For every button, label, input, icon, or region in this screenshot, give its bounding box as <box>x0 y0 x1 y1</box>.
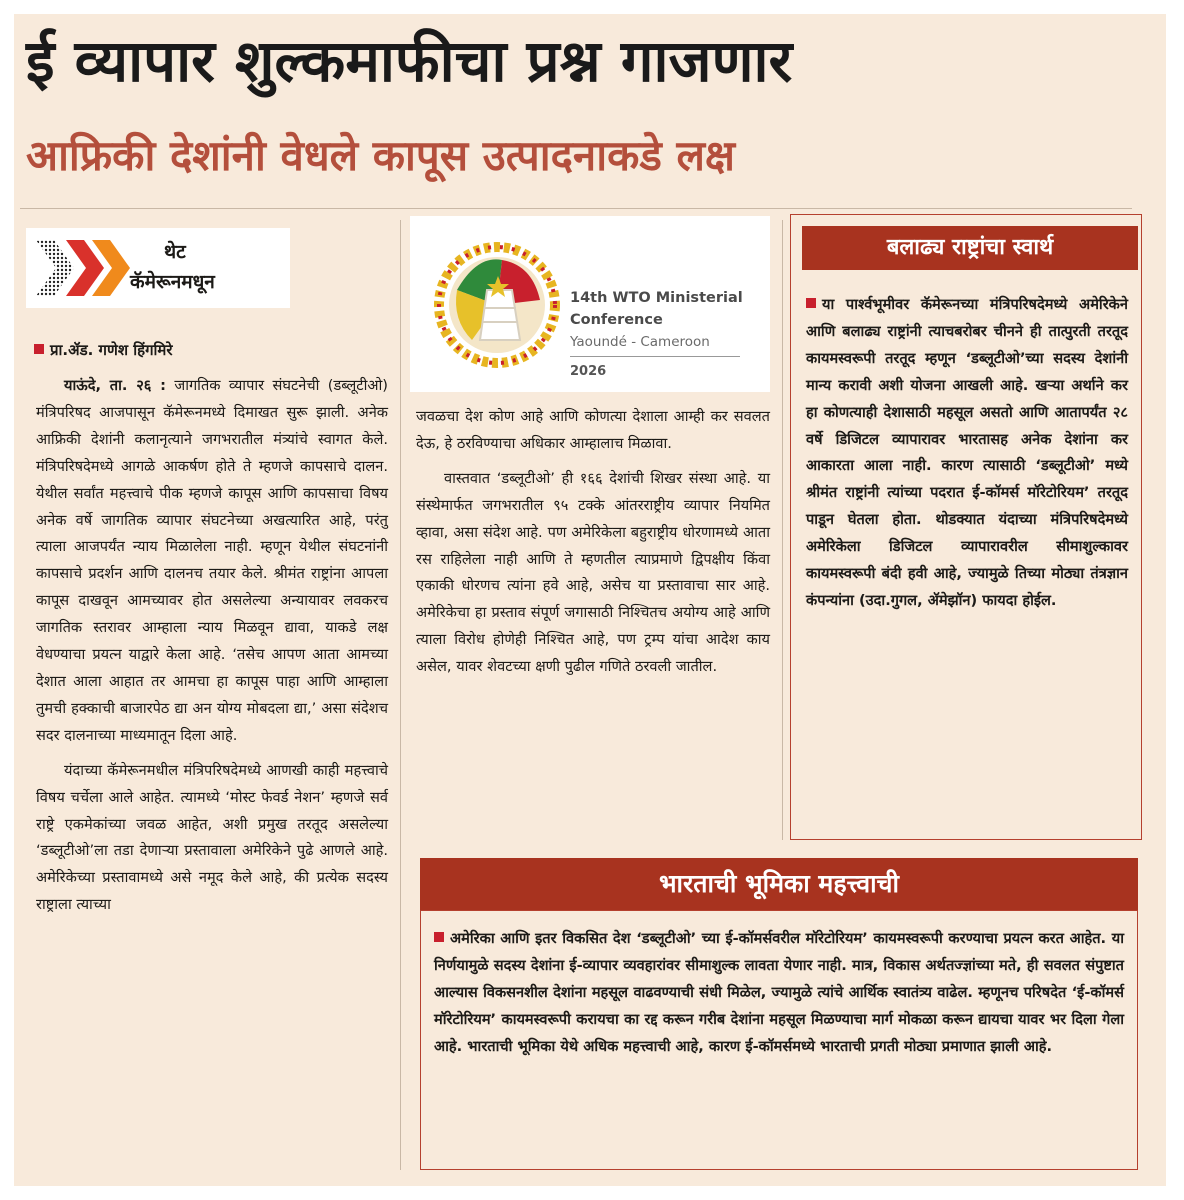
column-divider <box>782 220 783 840</box>
wto-conference-logo <box>410 216 770 392</box>
article-paragraph-3: वास्तवात ‘डब्लूटीओ’ ही १६६ देशांची शिखर संस्था आहे. या संस्थेमार्फत जगभरातील ९५ टक्के आंतरराष्ट्रीय व्यापार नियमित व्हावा, असा संदेश आहे. पण अमेरिकेला बहुराष्ट्रीय धोरणामध्ये आता रस राहिलेला नाही आणि ते म्हणतील त्याप्रमाणे द्विपक्षीय किंवा एकाकी धोरणच त्यांना हवे आहे, असेच या प्रस्तावाचा सार आहे. अमेरिकेचा हा प्रस्ताव संपूर्ण जगासाठी निश्चितच अयोग्य आहे आणि त्याला विरोध होणेही निश्चित आहे, पण ट्रम्प यांचा आदेश काय असेल, यावर शेवटच्या क्षणी पुढील गणिते ठरवली जातील. <box>416 469 770 676</box>
column-tag <box>26 228 290 308</box>
sidebar-2-title: भारताची भूमिका महत्त्वाची <box>420 858 1138 910</box>
sidebar-1-text: या पार्श्वभूमीवर कॅमेरूनच्या मंत्रिपरिषदेमध्ये अमेरिकेने आणि बलाढ्य राष्ट्रांनी त्याचबरोबर चीनने ही तात्पुरती तरतूद कायमस्वरूपी तरतूद म्हणून ‘डब्लूटीओ’च्या सदस्य देशांनी मान्य करावी अशी योजना आखली आहे. खऱ्या अर्थाने कर हा कोणत्याही देशासाठी महसूल असतो आणि आतापर्यंत २८ वर्षे डिजिटल व्यापारावर भारतासह अनेक देशांना कर आकारता आला नाही. कारण त्यासाठी ‘डब्लूटीओ’ मध्ये श्रीमंत राष्ट्रांनी त्यांच्या पदरात ई-कॉमर्स मॉरेटोरियम’ तरतूद पाडून घेतला होता. थोडक्यात यंदाच्या मंत्रिपरिषदेमध्ये अमेरिकेला डिजिटल व्यापारावरील सीमाशुल्कावर कायमस्वरूपी बंदी हवी आहे, ज्यामुळे तिच्या मोठ्या तंत्रज्ञान कंपन्यांना (उदा.गुगल, ॲमेझॉन) फायदा होईल. <box>806 296 1128 609</box>
sidebar-2-body <box>434 926 1124 1061</box>
logo-line-3: Yaoundé - Cameroon <box>570 334 710 350</box>
article-paragraph-1-text: जागतिक व्यापार संघटनेची (डब्लूटीओ) मंत्रिपरिषद आजपासून कॅमेरूनमध्ये दिमाखत सुरू झाली. अनेक आफ्रिकी देशांनी कलानृत्याने जगभरातील मंत्र्यांचे स्वागत केले. मंत्रिपरिषदेमध्ये आगळे आकर्षण होते ते म्हणजे कापसाचे दालन. येथील सर्वांत महत्त्वाचे पीक म्हणजे कापूस आणि कापसाचा विषय अनेक वर्षे जागतिक व्यापार संघटनेच्या अखत्यारित आहे, परंतु त्याला आजपर्यंत न्याय मिळालेला नाही. म्हणून येथील संघटनांनी कापसाचे प्रदर्शन आणि दालनच तयार केले. श्रीमंत राष्ट्रांना आपला कापूस दाखवून आमच्यावर होत असलेल्या अन्यायावर लवकरच जागतिक स्तरावर आम्हाला न्याय मिळवून द्यावा, याकडे लक्ष वेधण्याचा प्रयत्न याद्वारे केला आहे. ‘तसेच आपण आता आमच्या देशात आला आहात तर आमचा हा कापूस पाहा आणि आम्हाला तुमची हक्काची बाजारपेठ द्या अन योग्य मोबदला द्या,’ असा संदेशच सदर दालनाच्या माध्यमातून दिला आहे. <box>36 377 388 744</box>
chevron-orange-icon <box>92 240 130 296</box>
article-paragraph-2: यंदाच्या कॅमेरूनमधील मंत्रिपरिषदेमध्ये आणखी काही महत्त्वाचे विषय चर्चेला आले आहेत. त्यामध्ये ‘मोस्ट फेवर्ड नेशन’ म्हणजे सर्व राष्ट्रे एकमेकांच्या जवळ आहेत, अशी प्रमुख तरतूद असलेल्या ‘डब्लूटीओ’ला तडा देणाऱ्या प्रस्तावाला अमेरिकेने पुढे आणले आहे. अमेरिकेच्या प्रस्तावामध्ये असे नमूद केले आहे, की प्रत्येक सदस्य राष्ट्राला त्याच्या <box>36 761 388 914</box>
column-tag-line1: थेट <box>164 241 186 263</box>
logo-line-1: 14th WTO Ministerial <box>570 290 743 306</box>
article-paragraph-2-continued: जवळचा देश कोण आहे आणि कोणत्या देशाला आम्ही कर सवलत देऊ, हे ठरविण्याचा अधिकार आम्हालाच मिळावा. <box>416 408 770 452</box>
logo-year: 2026 <box>570 364 607 379</box>
bullet-square-icon <box>434 932 444 942</box>
column-divider <box>400 220 401 1170</box>
dateline: याऊंदे, ता. २६ : <box>64 377 167 394</box>
sidebar-2-text: अमेरिका आणि इतर विकसित देश ‘डब्लूटीओ’ च्या ई-कॉमर्सवरील मॉरेटोरियम’ कायमस्वरूपी करण्याचा प्रयत्न करत आहेत. या निर्णयामुळे सदस्य देशांना ई-व्यापार व्यवहारांवर सीमाशुल्क लावता येणार नाही. मात्र, विकास अर्थतज्ज्ञांच्या मते, ही सवलत संपुष्टात आल्यास विकसनशील देशांना महसूल वाढवण्याची संधी मिळेल, ज्यामुळे त्यांचे आर्थिक स्वातंत्र्य वाढेल. म्हणूनच परिषदेत ‘ई-कॉमर्स मॉरेटोरियम’ कायमस्वरूपी करायचा का रद्द करून गरीब देशांना महसूल मिळण्याचा मार्ग मोकळा करून द्यायचा यावर भर दिला गेला आहे. भारताची भूमिका येथे अधिक महत्त्वाची आहे, कारण ई-कॉमर्समध्ये भारताची प्रगती मोठ्या प्रमाणात झाली आहे. <box>434 930 1124 1055</box>
bullet-square-icon <box>34 344 44 354</box>
article-column-1 <box>36 373 388 919</box>
subheadline: आफ्रिकी देशांनी वेधले कापूस उत्पादनाकडे लक्ष <box>26 131 736 180</box>
headline: ई व्यापार शुल्कमाफीचा प्रश्न गाजणार <box>26 27 793 95</box>
article-column-2 <box>416 404 770 681</box>
conference-emblem-icon <box>432 230 562 380</box>
column-tag-line2: कॅमेरूनमधून <box>130 271 215 293</box>
sidebar-1-title: बलाढ्य राष्ट्रांचा स्वार्थ <box>802 226 1138 270</box>
sidebar-1-body <box>806 292 1128 615</box>
bullet-square-icon <box>806 298 816 308</box>
byline <box>34 340 173 360</box>
byline-author: प्रा.ॲड. गणेश हिंगमिरे <box>50 341 173 359</box>
logo-divider <box>570 356 740 357</box>
logo-line-2: Conference <box>570 312 663 328</box>
article-paragraph-1 <box>36 373 388 750</box>
divider <box>20 208 1132 209</box>
